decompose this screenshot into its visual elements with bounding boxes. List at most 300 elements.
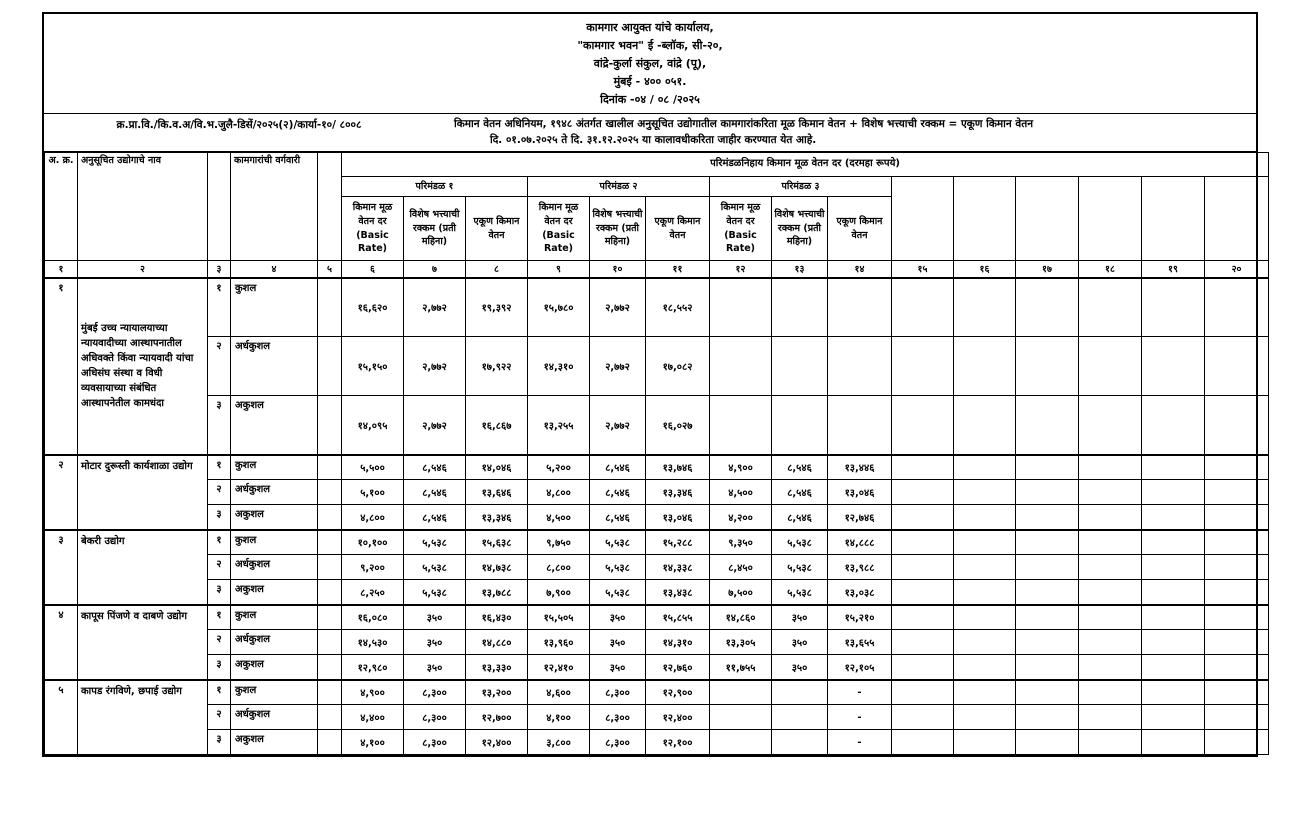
- spacer-cell: [318, 505, 342, 530]
- wage-value-cell: -: [828, 705, 892, 730]
- header-blank-col17: [1016, 177, 1079, 261]
- spacer-cell: [318, 555, 342, 580]
- letterhead: [44, 14, 1256, 114]
- empty-extra-cell: [1142, 605, 1205, 630]
- empty-extra-cell: [1016, 655, 1079, 680]
- category-number-cell: १: [208, 278, 231, 337]
- spacer-cell: [318, 580, 342, 605]
- wage-value-cell: [772, 396, 828, 455]
- empty-extra-cell: [1016, 580, 1079, 605]
- wage-value-cell: ८,३००: [590, 730, 646, 755]
- wage-value-cell: १४,३३८: [646, 555, 710, 580]
- wage-value-cell: १५,५०५: [528, 605, 590, 630]
- category-number-cell: २: [208, 630, 231, 655]
- empty-extra-cell: [1016, 278, 1079, 337]
- wage-value-cell: ५,५३८: [772, 530, 828, 555]
- category-label-cell: अकुशल: [231, 730, 318, 755]
- spacer-cell: [318, 605, 342, 630]
- spacer-cell: [318, 680, 342, 705]
- wage-value-cell: १३,९८८: [828, 555, 892, 580]
- empty-extra-cell: [1079, 605, 1142, 630]
- empty-extra-cell: [892, 278, 954, 337]
- wage-value-cell: १३,०४६: [646, 505, 710, 530]
- wage-value-cell: १४,०४६: [466, 455, 528, 480]
- wage-value-cell: ८,५४६: [590, 455, 646, 480]
- wage-value-cell: २,७७२: [590, 396, 646, 455]
- industry-row: [45, 630, 1269, 655]
- wage-value-cell: ९,७५०: [528, 530, 590, 555]
- category-label-cell: अकुशल: [231, 505, 318, 530]
- column-number: ५: [318, 261, 342, 278]
- empty-extra-cell: [1205, 580, 1269, 605]
- spacer-cell: [318, 705, 342, 730]
- header-blank-col19: [1142, 177, 1205, 261]
- column-number: ७: [404, 261, 466, 278]
- empty-extra-cell: [1142, 396, 1205, 455]
- empty-extra-cell: [954, 705, 1016, 730]
- header-blank-col15: [892, 177, 954, 261]
- wage-value-cell: १४,७३८: [466, 555, 528, 580]
- column-number: ६: [342, 261, 404, 278]
- wage-value-cell: २,७७२: [590, 278, 646, 337]
- wage-value-cell: १८,५५२: [646, 278, 710, 337]
- empty-extra-cell: [1079, 705, 1142, 730]
- wage-value-cell: [710, 680, 772, 705]
- empty-extra-cell: [1205, 480, 1269, 505]
- wage-value-cell: ५,२००: [528, 455, 590, 480]
- empty-extra-cell: [954, 530, 1016, 555]
- wage-value-cell: -: [828, 730, 892, 755]
- industry-row: [45, 480, 1269, 505]
- spacer-cell: [318, 530, 342, 555]
- column-number: ११: [646, 261, 710, 278]
- wage-value-cell: ९,२००: [342, 555, 404, 580]
- category-label-cell: अर्धकुशल: [231, 337, 318, 396]
- category-label-cell: अर्धकुशल: [231, 705, 318, 730]
- industry-row: [45, 530, 1269, 555]
- spacer-cell: [318, 730, 342, 755]
- empty-extra-cell: [954, 580, 1016, 605]
- industry-row: [45, 705, 1269, 730]
- wage-value-cell: ३५०: [590, 630, 646, 655]
- empty-extra-cell: [1205, 555, 1269, 580]
- document-frame: [42, 12, 1258, 757]
- wage-value-cell: ४,९००: [342, 680, 404, 705]
- wage-value-cell: १६,८६७: [466, 396, 528, 455]
- wage-value-cell: -: [828, 680, 892, 705]
- category-number-cell: ३: [208, 730, 231, 755]
- category-label-cell: अकुशल: [231, 396, 318, 455]
- wage-value-cell: १५,८५५: [646, 605, 710, 630]
- empty-extra-cell: [892, 705, 954, 730]
- column-number: ८: [466, 261, 528, 278]
- header-zone3-basic-rate: किमान मूळ वेतन दर (Basic Rate): [710, 197, 772, 261]
- header-zone-2: परिमंडळ २: [528, 177, 710, 197]
- wage-value-cell: १४,८६०: [710, 605, 772, 630]
- empty-extra-cell: [1142, 480, 1205, 505]
- empty-extra-cell: [954, 337, 1016, 396]
- spacer-cell: [318, 278, 342, 337]
- empty-extra-cell: [892, 396, 954, 455]
- wage-value-cell: ४,९००: [710, 455, 772, 480]
- wage-value-cell: ५,५३८: [404, 555, 466, 580]
- empty-extra-cell: [1016, 630, 1079, 655]
- industry-row: [45, 605, 1269, 630]
- header-industry-name: अनुसूचित उद्योगाचे नाव: [78, 153, 208, 261]
- wage-value-cell: ३५०: [404, 630, 466, 655]
- wage-value-cell: ८,५४६: [404, 505, 466, 530]
- reference-line-1: किमान वेतन अधिनियम, १९४८ अंतर्गत खालील अनुसूचित उद्योगातील कामगारांकरिता मूळ किमान वेतन + विशेष भत्त्याची रक्कम = एकूण किमान वेतन: [454, 118, 1034, 130]
- empty-extra-cell: [1079, 555, 1142, 580]
- category-label-cell: अकुशल: [231, 580, 318, 605]
- wage-value-cell: १६,०८०: [342, 605, 404, 630]
- wage-value-cell: ७,५००: [710, 580, 772, 605]
- wage-value-cell: १४,५३०: [342, 630, 404, 655]
- empty-extra-cell: [1205, 605, 1269, 630]
- empty-extra-cell: [1205, 455, 1269, 480]
- category-number-cell: १: [208, 680, 231, 705]
- wage-value-cell: ३,८००: [528, 730, 590, 755]
- spacer-cell: [318, 396, 342, 455]
- empty-extra-cell: [1205, 630, 1269, 655]
- empty-extra-cell: [1016, 730, 1079, 755]
- wage-value-cell: १६,०२७: [646, 396, 710, 455]
- wage-value-cell: ८,५४६: [772, 505, 828, 530]
- empty-extra-cell: [892, 680, 954, 705]
- wage-value-cell: ३५०: [404, 655, 466, 680]
- empty-extra-cell: [954, 555, 1016, 580]
- column-number: २०: [1205, 261, 1269, 278]
- wage-value-cell: ३५०: [590, 605, 646, 630]
- wage-value-cell: ८,५४६: [772, 480, 828, 505]
- empty-extra-cell: [892, 555, 954, 580]
- empty-extra-cell: [1016, 337, 1079, 396]
- empty-extra-cell: [1079, 480, 1142, 505]
- empty-extra-cell: [954, 680, 1016, 705]
- wage-value-cell: [772, 278, 828, 337]
- wage-value-cell: ८,३००: [404, 680, 466, 705]
- category-label-cell: अर्धकुशल: [231, 555, 318, 580]
- wage-value-cell: ८,३००: [404, 730, 466, 755]
- category-number-cell: १: [208, 605, 231, 630]
- wage-value-cell: ४,१००: [528, 705, 590, 730]
- column-number: १८: [1079, 261, 1142, 278]
- category-number-cell: २: [208, 337, 231, 396]
- header-blank-col18: [1079, 177, 1142, 261]
- spacer-cell: [318, 630, 342, 655]
- empty-extra-cell: [954, 396, 1016, 455]
- wage-value-cell: १५,१५०: [342, 337, 404, 396]
- wage-value-cell: ८,२५०: [342, 580, 404, 605]
- header-zone1-special-allowance: विशेष भत्त्याची रक्कम (प्रती महिना): [404, 197, 466, 261]
- wage-value-cell: ३५०: [772, 655, 828, 680]
- column-number: १७: [1016, 261, 1079, 278]
- header-zone3-special-allowance: विशेष भत्त्याची रक्कम (प्रती महिना): [772, 197, 828, 261]
- column-number: ४: [231, 261, 318, 278]
- wage-value-cell: ५,५३८: [404, 530, 466, 555]
- empty-extra-cell: [1079, 580, 1142, 605]
- empty-extra-cell: [892, 530, 954, 555]
- header-blank-col20: [1205, 177, 1269, 261]
- column-number: ९: [528, 261, 590, 278]
- category-label-cell: कुशल: [231, 605, 318, 630]
- wage-value-cell: ४,६००: [528, 680, 590, 705]
- wage-value-cell: १५,६३८: [466, 530, 528, 555]
- wage-value-cell: १२,४१०: [528, 655, 590, 680]
- wage-value-cell: १३,६४६: [466, 480, 528, 505]
- wage-value-cell: ८,५४६: [590, 505, 646, 530]
- category-label-cell: अर्धकुशल: [231, 630, 318, 655]
- header-zone-3: परिमंडळ ३: [710, 177, 892, 197]
- empty-extra-cell: [1205, 655, 1269, 680]
- empty-extra-cell: [1142, 530, 1205, 555]
- spacer-cell: [318, 655, 342, 680]
- wage-value-cell: ७,९००: [528, 580, 590, 605]
- letterhead-building-line: "कामगार भवन" ई -ब्लॉक, सी-२०,: [577, 39, 723, 52]
- minimum-wage-table: [44, 152, 1269, 755]
- header-zone2-basic-rate: किमान मूळ वेतन दर (Basic Rate): [528, 197, 590, 261]
- column-number: १४: [828, 261, 892, 278]
- sr-no-cell: २: [45, 455, 78, 530]
- wage-value-cell: ५,५३८: [590, 580, 646, 605]
- empty-extra-cell: [954, 605, 1016, 630]
- empty-extra-cell: [892, 730, 954, 755]
- wage-value-cell: १४,३१०: [528, 337, 590, 396]
- wage-value-cell: १७,०८२: [646, 337, 710, 396]
- header-blank-col3: [208, 153, 231, 261]
- wage-value-cell: १४,८८०: [466, 630, 528, 655]
- header-zone1-basic-rate: किमान मूळ वेतन दर (Basic Rate): [342, 197, 404, 261]
- wage-value-cell: १३,०४६: [828, 480, 892, 505]
- column-number: १६: [954, 261, 1016, 278]
- empty-extra-cell: [1016, 605, 1079, 630]
- empty-extra-cell: [1079, 396, 1142, 455]
- wage-value-cell: १२,७००: [466, 705, 528, 730]
- wage-value-cell: २,७७२: [590, 337, 646, 396]
- empty-extra-cell: [1016, 530, 1079, 555]
- wage-value-cell: ४,८००: [342, 505, 404, 530]
- wage-value-cell: १२,१०५: [828, 655, 892, 680]
- empty-extra-cell: [1016, 680, 1079, 705]
- wage-value-cell: १२,७४६: [828, 505, 892, 530]
- header-zone2-total-wage: एकूण किमान वेतन: [646, 197, 710, 261]
- industry-row: [45, 337, 1269, 396]
- wage-value-cell: [710, 705, 772, 730]
- wage-value-cell: १२,४००: [466, 730, 528, 755]
- empty-extra-cell: [954, 480, 1016, 505]
- wage-value-cell: १३,४४६: [828, 455, 892, 480]
- industry-name-cell: कापड रंगविणे, छपाई उद्योग: [78, 680, 208, 755]
- empty-extra-cell: [1142, 505, 1205, 530]
- industry-name-cell: कापूस पिंजणे व दाबणे उद्योग: [78, 605, 208, 680]
- category-number-cell: ३: [208, 655, 231, 680]
- wage-value-cell: ८,५४६: [590, 480, 646, 505]
- category-label-cell: कुशल: [231, 680, 318, 705]
- wage-value-cell: १३,२५५: [528, 396, 590, 455]
- wage-value-cell: ८,५४६: [404, 455, 466, 480]
- empty-extra-cell: [1142, 337, 1205, 396]
- empty-extra-cell: [1016, 705, 1079, 730]
- wage-value-cell: ८,५४६: [772, 455, 828, 480]
- wage-value-cell: १२,९००: [646, 680, 710, 705]
- empty-extra-cell: [1142, 455, 1205, 480]
- letterhead-date-line: दिनांक -०४ / ०८ /२०२५: [600, 93, 700, 106]
- letterhead-city-line: मुंबई - ४०० ०५१.: [613, 75, 687, 88]
- wage-value-cell: ९,३५०: [710, 530, 772, 555]
- wage-value-cell: ४,४००: [342, 705, 404, 730]
- wage-value-cell: ३५०: [772, 630, 828, 655]
- wage-value-cell: १५,७८०: [528, 278, 590, 337]
- reference-number: क्र.प्रा.वि./कि.व.अ/वि.भ.जुलै-डिसें/२०२५(२)/कार्या-१०/ ८००८: [116, 119, 362, 131]
- wage-value-cell: २,७७२: [404, 396, 466, 455]
- wage-value-cell: [772, 730, 828, 755]
- wage-value-cell: १३,४३८: [646, 580, 710, 605]
- header-zones-title: परिमंडळनिहाय किमान मूळ वेतन दर (दरमहा रूपये): [342, 153, 1269, 177]
- wage-value-cell: ३५०: [404, 605, 466, 630]
- header-zone3-total-wage: एकूण किमान वेतन: [828, 197, 892, 261]
- empty-extra-cell: [1079, 278, 1142, 337]
- wage-value-cell: ४,१००: [342, 730, 404, 755]
- wage-value-cell: ८,३००: [590, 680, 646, 705]
- wage-value-cell: २,७७२: [404, 337, 466, 396]
- empty-extra-cell: [1142, 278, 1205, 337]
- wage-value-cell: १६,६२०: [342, 278, 404, 337]
- wage-value-cell: १३,३४६: [646, 480, 710, 505]
- industry-row: [45, 278, 1269, 337]
- wage-value-cell: ५,५३८: [772, 580, 828, 605]
- wage-value-cell: १३,९६०: [528, 630, 590, 655]
- category-number-cell: १: [208, 530, 231, 555]
- empty-extra-cell: [954, 730, 1016, 755]
- sr-no-cell: ४: [45, 605, 78, 680]
- wage-value-cell: ५,५३८: [590, 530, 646, 555]
- empty-extra-cell: [954, 278, 1016, 337]
- wage-value-cell: [710, 337, 772, 396]
- industry-row: [45, 555, 1269, 580]
- industry-row: [45, 396, 1269, 455]
- wage-value-cell: १२,१००: [646, 730, 710, 755]
- wage-value-cell: ८,४५०: [710, 555, 772, 580]
- table-head: [45, 153, 1269, 278]
- spacer-cell: [318, 480, 342, 505]
- wage-value-cell: १५,२१०: [828, 605, 892, 630]
- industry-row: [45, 505, 1269, 530]
- wage-value-cell: १३,३३०: [466, 655, 528, 680]
- wage-value-cell: ४,५००: [710, 480, 772, 505]
- wage-value-cell: ८,३००: [590, 705, 646, 730]
- empty-extra-cell: [1142, 555, 1205, 580]
- empty-extra-cell: [1142, 580, 1205, 605]
- wage-value-cell: [772, 680, 828, 705]
- empty-extra-cell: [1205, 680, 1269, 705]
- empty-extra-cell: [1079, 680, 1142, 705]
- wage-value-cell: १३,७४६: [646, 455, 710, 480]
- column-number: १२: [710, 261, 772, 278]
- wage-value-cell: १०,१००: [342, 530, 404, 555]
- empty-extra-cell: [892, 480, 954, 505]
- empty-extra-cell: [1016, 455, 1079, 480]
- empty-extra-cell: [1016, 505, 1079, 530]
- wage-value-cell: १२,४००: [646, 705, 710, 730]
- wage-value-cell: १४,३१०: [646, 630, 710, 655]
- wage-value-cell: ८,५४६: [404, 480, 466, 505]
- empty-extra-cell: [1205, 730, 1269, 755]
- wage-value-cell: [710, 396, 772, 455]
- column-number: १३: [772, 261, 828, 278]
- header-blank-col5: [318, 153, 342, 261]
- sr-no-cell: १: [45, 278, 78, 455]
- empty-extra-cell: [892, 337, 954, 396]
- table-body: [45, 278, 1269, 755]
- wage-value-cell: ४,२००: [710, 505, 772, 530]
- header-worker-category: कामगारांची वर्गवारी: [231, 153, 318, 261]
- wage-value-cell: [710, 730, 772, 755]
- wage-value-cell: [828, 278, 892, 337]
- category-number-cell: २: [208, 480, 231, 505]
- category-label-cell: अकुशल: [231, 655, 318, 680]
- spacer-cell: [318, 337, 342, 396]
- wage-value-cell: १२,७६०: [646, 655, 710, 680]
- wage-value-cell: १४,०९५: [342, 396, 404, 455]
- category-number-cell: ३: [208, 580, 231, 605]
- wage-value-cell: १३,३०५: [710, 630, 772, 655]
- empty-extra-cell: [892, 655, 954, 680]
- empty-extra-cell: [1079, 337, 1142, 396]
- wage-value-cell: ३५०: [772, 605, 828, 630]
- empty-extra-cell: [892, 630, 954, 655]
- wage-value-cell: [828, 396, 892, 455]
- industry-row: [45, 730, 1269, 755]
- industry-row: [45, 655, 1269, 680]
- empty-extra-cell: [1205, 505, 1269, 530]
- empty-extra-cell: [1205, 337, 1269, 396]
- wage-value-cell: १२,९८०: [342, 655, 404, 680]
- column-number: १५: [892, 261, 954, 278]
- column-number: १९: [1142, 261, 1205, 278]
- wage-value-cell: [772, 337, 828, 396]
- wage-value-cell: [710, 278, 772, 337]
- empty-extra-cell: [892, 505, 954, 530]
- wage-value-cell: ४,८००: [528, 480, 590, 505]
- wage-value-cell: ५,५३८: [404, 580, 466, 605]
- category-label-cell: कुशल: [231, 278, 318, 337]
- industry-row: [45, 680, 1269, 705]
- industry-row: [45, 580, 1269, 605]
- reference-strip: [44, 114, 1256, 152]
- empty-extra-cell: [1016, 480, 1079, 505]
- empty-extra-cell: [1142, 730, 1205, 755]
- category-number-cell: २: [208, 705, 231, 730]
- wage-value-cell: ८,८००: [528, 555, 590, 580]
- wage-value-cell: १३,०३८: [828, 580, 892, 605]
- empty-extra-cell: [954, 655, 1016, 680]
- empty-extra-cell: [1205, 396, 1269, 455]
- column-number: १: [45, 261, 78, 278]
- wage-value-cell: १३,३४६: [466, 505, 528, 530]
- category-label-cell: अर्धकुशल: [231, 480, 318, 505]
- header-zone1-total-wage: एकूण किमान वेतन: [466, 197, 528, 261]
- empty-extra-cell: [1205, 278, 1269, 337]
- wage-value-cell: १३,२००: [466, 680, 528, 705]
- wage-value-cell: ३५०: [590, 655, 646, 680]
- wage-value-cell: ५,५३८: [590, 555, 646, 580]
- category-label-cell: कुशल: [231, 530, 318, 555]
- empty-extra-cell: [1142, 630, 1205, 655]
- column-number: १०: [590, 261, 646, 278]
- category-number-cell: १: [208, 455, 231, 480]
- industry-name-cell: मोटार दुरूस्ती कार्यशाळा उद्योग: [78, 455, 208, 530]
- empty-extra-cell: [1079, 505, 1142, 530]
